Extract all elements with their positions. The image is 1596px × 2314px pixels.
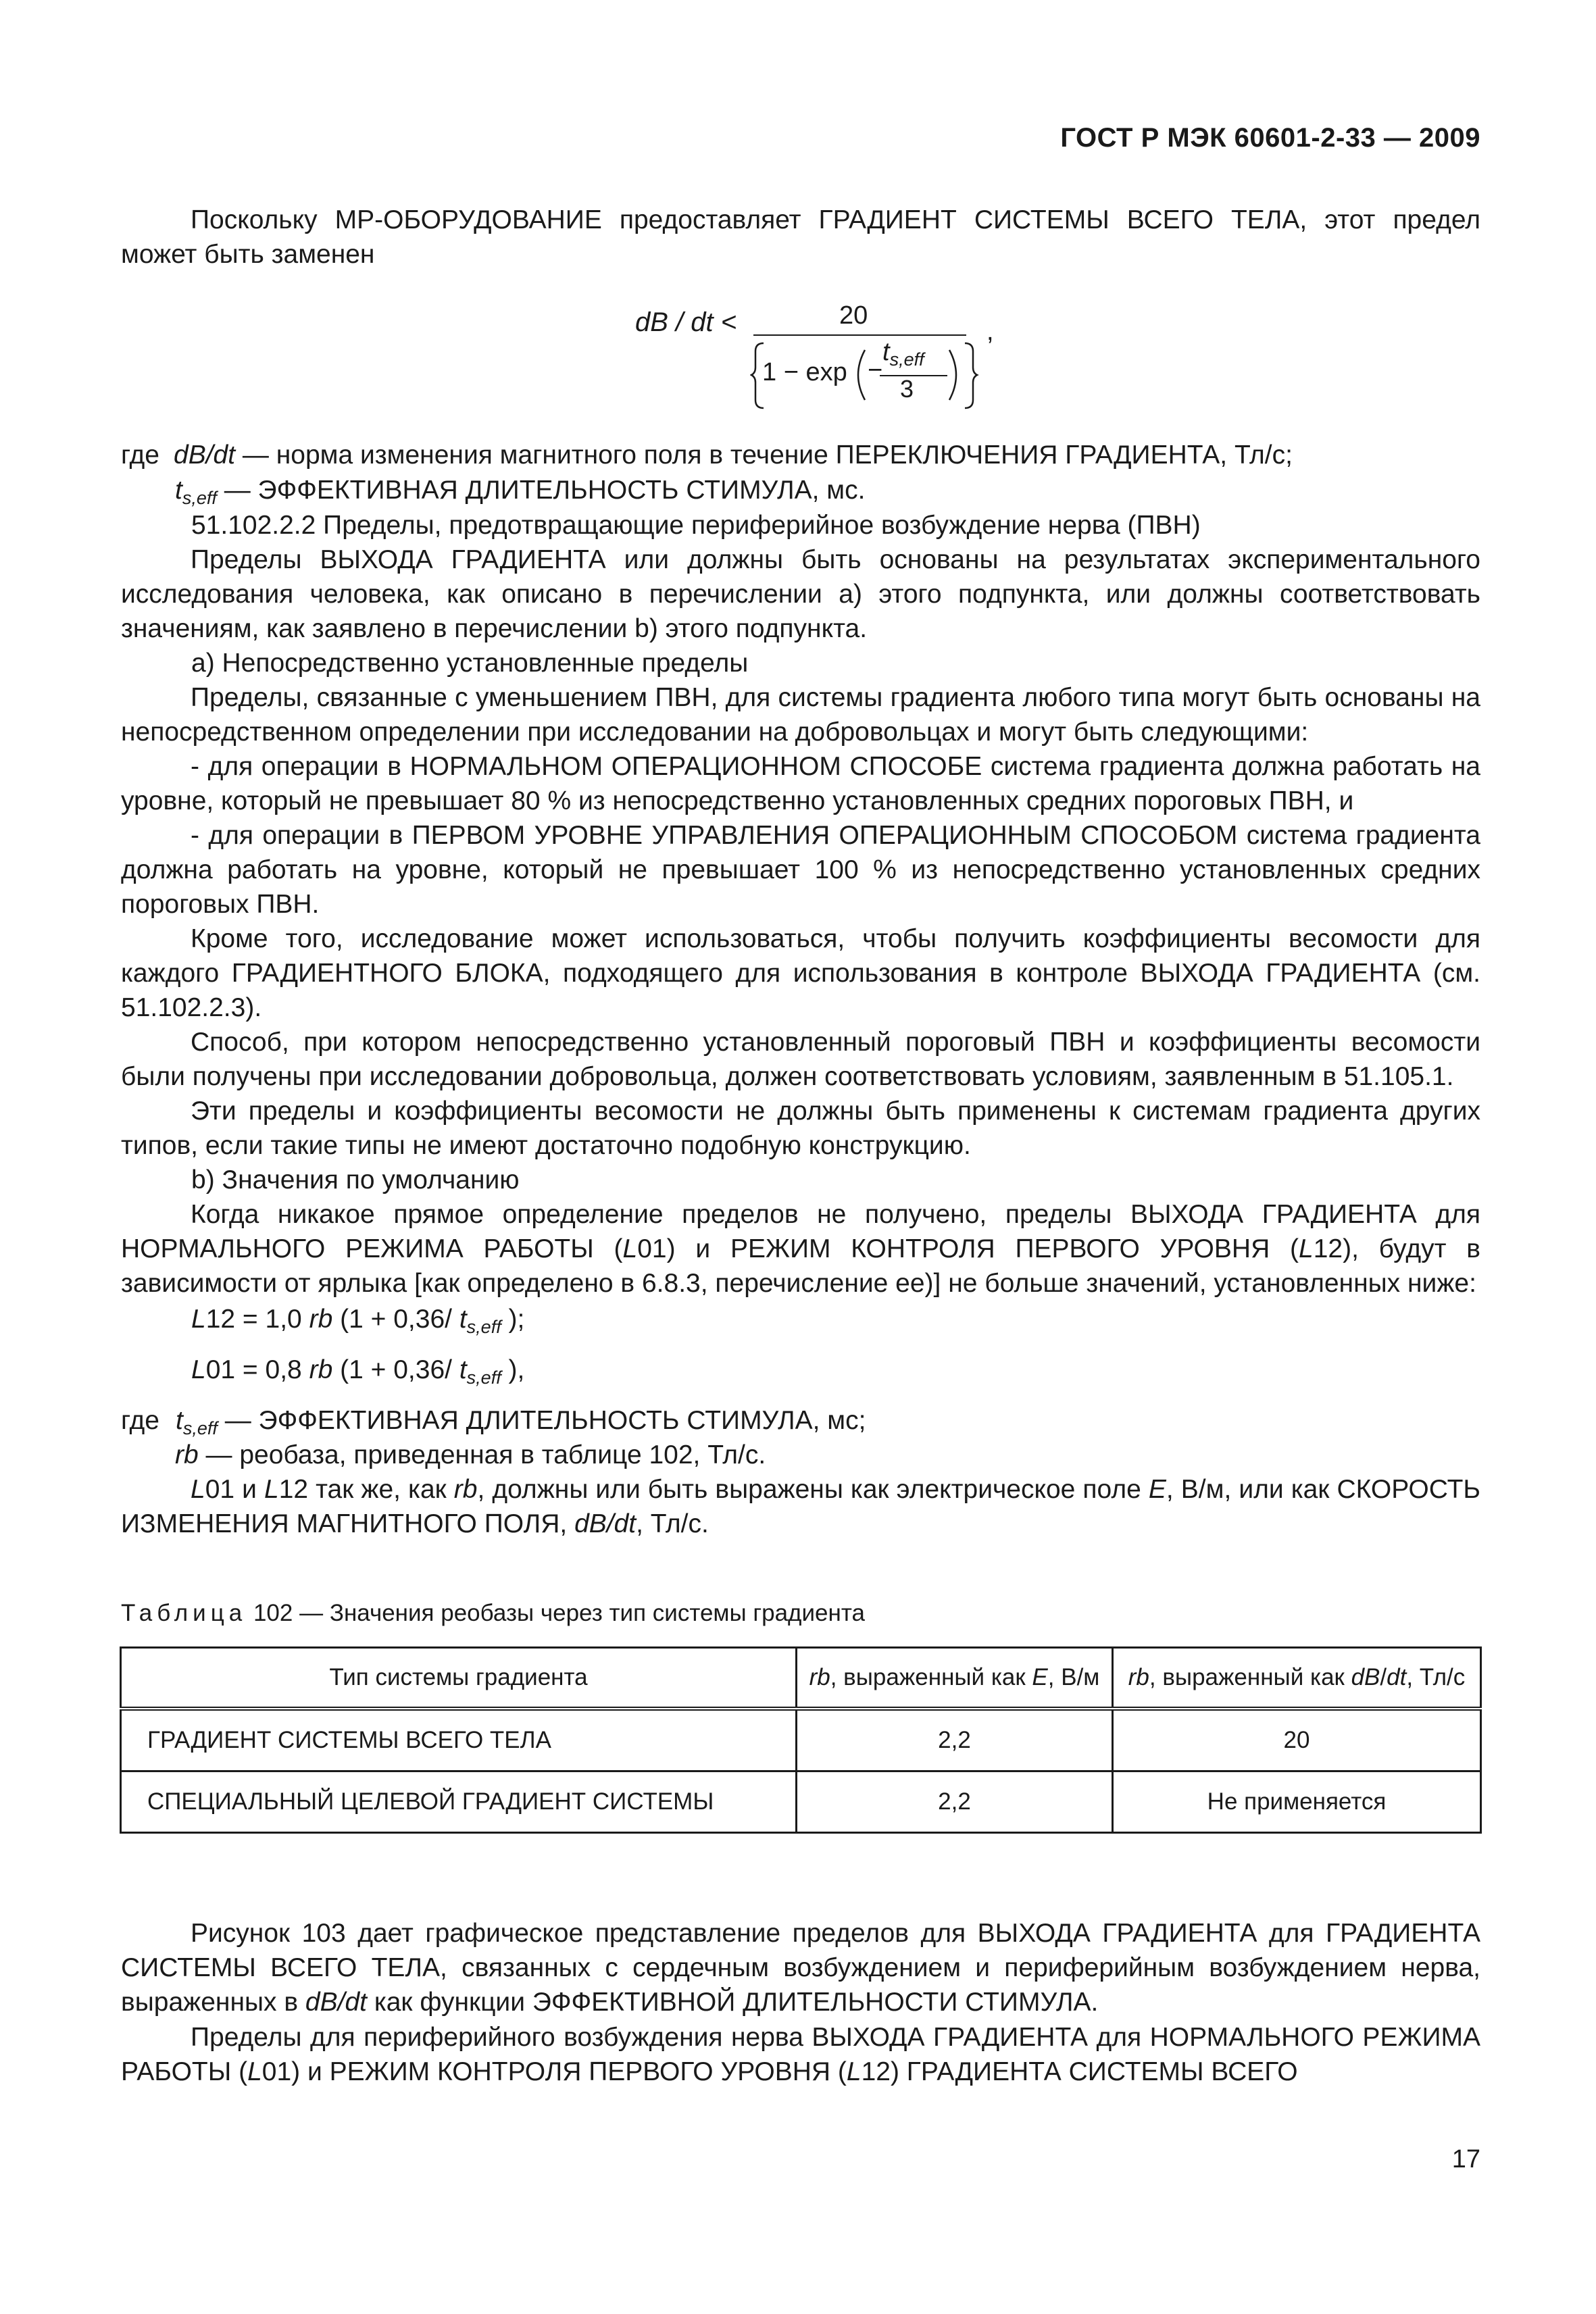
- cell-rb-e: 2,2: [797, 1709, 1113, 1771]
- table-row: [121, 1709, 1481, 1771]
- paragraph-l01-l12-units: L01 и L12 так же, как rb, должны или быть выражены как электрическое поле E, В/м, или как СКОРОСТЬ ИЗМЕНЕНИЯ МАГНИТНОГО ПОЛЯ, dB/dt, Тл/с.: [121, 1475, 1480, 1538]
- table-header-row: [121, 1648, 1481, 1709]
- where-definition-rb: rb — реобаза, приведенная в таблице 102, Тл/с.: [175, 1440, 766, 1469]
- paragraph-a3: - для операции в ПЕРВОМ УРОВНЕ УПРАВЛЕНИЯ ОПЕРАЦИОННЫМ СПОСОБОМ система градиента должна работать на уровне, который не превышает 100 % из непосредственно установленных средних пороговых ПВН.: [121, 821, 1480, 919]
- paragraph-figure-103: Рисунок 103 дает графическое представление пределов для ВЫХОДА ГРАДИЕНТА для ГРАДИЕНТА СИСТЕМЫ ВСЕГО ТЕЛА, связанных с сердечным возбуждением и периферийным возбуждением нерва, выраженных в dB/dt как функции ЭФФЕКТИВНОЙ ДЛИТЕЛЬНОСТИ СТИМУЛА.: [121, 1919, 1480, 2017]
- paragraph-a2: - для операции в НОРМАЛЬНОМ ОПЕРАЦИОННОМ СПОСОБЕ система градиента должна работать на уровне, который не превышает 80 % из непосредственно установленных средних пороговых ПВН, и: [121, 752, 1480, 815]
- paragraph-a6: Эти пределы и коэффициенты весомости не должны быть применены к системам градиента других типов, если такие типы не имеют достаточно подобную конструкцию.: [121, 1097, 1480, 1160]
- paragraph-limits: Пределы ВЫХОДА ГРАДИЕНТА или должны быть основаны на результатах экспериментального исследования человека, как описано в перечислении а) этого подпункта, или должны соответствовать значениям, как заявлено в перечислении b) этого подпункта.: [121, 545, 1480, 643]
- cell-gradient-type: ГРАДИЕНТ СИСТЕМЫ ВСЕГО ТЕЛА: [121, 1709, 797, 1771]
- paragraph-pvn-limits: Пределы для периферийного возбуждения нерва ВЫХОДА ГРАДИЕНТА для НОРМАЛЬНОГО РЕЖИМА РАБОТЫ (L01) и РЕЖИМ КОНТРОЛЯ ПЕРВОГО УРОВНЯ (L12) ГРАДИЕНТА СИСТЕМЫ ВСЕГО: [121, 2023, 1480, 2086]
- where-label-1: где: [121, 441, 159, 470]
- where-definition-dbdt: dB/dt — норма изменения магнитного поля в течение ПЕРЕКЛЮЧЕНИЯ ГРАДИЕНТА, Тл/с;: [174, 441, 1293, 470]
- cell-rb-dbdt: 20: [1113, 1709, 1481, 1771]
- table-row: [121, 1771, 1481, 1833]
- formula-trailing-comma: ,: [987, 318, 994, 346]
- formula-den-one: 1 − exp: [762, 358, 847, 386]
- formula-lhs: dB / dt <: [635, 307, 737, 337]
- equation-l12: L12 = 1,0 rb (1 + 0,36/ $t_{s,eff}$ );: [191, 1305, 525, 1337]
- header-gradient-type: Тип системы градиента: [121, 1648, 797, 1709]
- formula-den-t: $t_{s,eff}$: [882, 338, 924, 370]
- fraction-bar: [753, 334, 966, 336]
- cell-rb-dbdt: Не применяется: [1113, 1771, 1481, 1833]
- paragraph-b1: Когда никакое прямое определение пределов не получено, пределы ВЫХОДА ГРАДИЕНТА для НОРМАЛЬНОГО РЕЖИМА РАБОТЫ (L01) и РЕЖИМ КОНТРОЛЯ ПЕРВОГО УРОВНЯ (L12), будут в зависимости от ярлыка [как определено в 6.8.3, перечисление ее)] не больше значений, установленных ниже:: [121, 1200, 1480, 1298]
- formula-den-three: 3: [900, 375, 914, 403]
- where-label-2: где: [121, 1406, 159, 1435]
- formula-den-minus: −: [868, 356, 883, 384]
- header-rb-e: rb, выраженный как E, В/м: [797, 1648, 1113, 1709]
- where-definition-tseff: $t_{s,eff}$ — ЭФФЕКТИВНАЯ ДЛИТЕЛЬНОСТЬ СТИМУЛА, мс.: [175, 476, 866, 508]
- paragraph-intro: Поскольку МР-ОБОРУДОВАНИЕ предоставляет ГРАДИЕНТ СИСТЕМЫ ВСЕГО ТЕЛА, этот предел может быть заменен: [121, 205, 1480, 269]
- paragraph-a5: Способ, при котором непосредственно установленный пороговый ПВН и коэффициенты весомости были получены при исследовании добровольца, должен соответствовать условиям, заявленным в 51.105.1.: [121, 1028, 1480, 1091]
- item-b-heading: b) Значения по умолчанию: [191, 1165, 520, 1194]
- document-header: ГОСТ Р МЭК 60601-2-33 — 2009: [1060, 123, 1480, 153]
- cell-rb-e: 2,2: [797, 1771, 1113, 1833]
- formula-numerator: 20: [839, 301, 868, 330]
- rheobase-table: [120, 1646, 1482, 1834]
- page-number: 17: [1451, 2145, 1480, 2173]
- table-caption: Таблица 102 — Значения реобазы через тип системы градиента: [121, 1600, 865, 1626]
- paragraph-a1: Пределы, связанные с уменьшением ПВН, для системы градиента любого типа могут быть основаны на непосредственном определении при исследовании на добровольцах и могут быть следующими:: [121, 683, 1480, 747]
- paragraph-a4: Кроме того, исследование может использоваться, чтобы получить коэффициенты весомости для каждого ГРАДИЕНТНОГО БЛОКА, подходящего для использования в контроле ВЫХОДА ГРАДИЕНТА (см. 51.102.2.3).: [121, 924, 1480, 1022]
- header-rb-dbdt: rb, выраженный как dB/dt, Тл/с: [1113, 1648, 1481, 1709]
- equation-l01: L01 = 0,8 rb (1 + 0,36/ $t_{s,eff}$ ),: [191, 1355, 525, 1388]
- item-a-heading: а) Непосредственно установленные пределы: [191, 649, 749, 678]
- where-definition-tseff-2: $t_{s,eff}$ — ЭФФЕКТИВНАЯ ДЛИТЕЛЬНОСТЬ СТИМУЛА, мс;: [176, 1406, 866, 1438]
- section-heading-51-102-2-2: 51.102.2.2 Пределы, предотвращающие периферийное возбуждение нерва (ПВН): [191, 511, 1201, 540]
- cell-gradient-type: СПЕЦИАЛЬНЫЙ ЦЕЛЕВОЙ ГРАДИЕНТ СИСТЕМЫ: [121, 1771, 797, 1833]
